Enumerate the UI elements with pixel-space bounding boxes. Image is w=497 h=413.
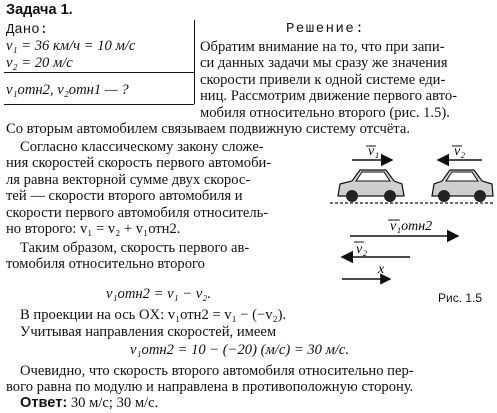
intro-line: скорости привели к одной системе еди- — [200, 71, 446, 88]
car-2 — [432, 170, 493, 202]
given-block — [6, 22, 196, 99]
given-find: v₁отн2, v₂отн1 — ? — [6, 82, 129, 99]
thus-line: томобиля относительно второго — [6, 256, 205, 273]
law-line: Согласно классическому закону сложе- — [20, 139, 264, 155]
projection-line: В проекции на ось OX: v₁отн2 = v₁ − (−v₂). — [20, 307, 287, 323]
x-axis-label: x — [378, 262, 385, 277]
v2-label: v₂ — [454, 144, 466, 159]
figure-caption: Рис. 1.5 — [438, 291, 483, 305]
thus-paragraph — [6, 240, 250, 273]
intro-line: си данных задачи мы сразу же значения — [200, 55, 448, 72]
task-title: Задача 1. — [6, 2, 73, 18]
intro-line: ниц. Рассмотрим движение первого авто- — [200, 88, 457, 105]
answer-value: 30 м/с; 30 м/с. — [67, 395, 159, 411]
formula-numeric: v₁отн2 = 10 − (−20) (м/с) = 30 м/с. — [130, 342, 350, 358]
answer-label: Ответ: — [20, 395, 68, 411]
formula-vector: v₁отн2 = v₁ − v₂. — [106, 286, 211, 302]
law-paragraph — [6, 139, 271, 237]
law-line: ля равна векторной сумме двух скорос- — [6, 171, 251, 188]
law-line: скорости первого автомобиля относитель- — [6, 204, 269, 221]
figure-1-5 — [330, 140, 495, 290]
given-border — [194, 20, 195, 104]
law-line: но второго: v₁ = v₂ + v₁отн2. — [6, 220, 181, 237]
given-bottom-line — [4, 104, 194, 105]
intro-line: мобиля относительно второго (рис. 1.5). — [200, 104, 450, 121]
v2b-label: v₂ — [356, 242, 368, 257]
conclusion — [6, 363, 414, 396]
conclusion-line: Очевидно, что скорость второго автомобиля относительно пер- — [20, 363, 414, 379]
given-v2: v₂ = 20 м/с — [6, 54, 73, 71]
solution-heading: Решение: — [286, 21, 366, 37]
law-line: ния скоростей скорость первого автомоби- — [6, 155, 272, 172]
thus-line: Таким образом, скорость первого ав- — [20, 240, 250, 256]
given-heading: Дано: — [6, 22, 49, 38]
v1-label: v₁ — [368, 144, 380, 159]
conclusion-line: вого равна по модулю и направлена в противоположную сторону. — [6, 379, 414, 396]
law-line: тей — скорости второго автомобиля и — [6, 188, 243, 205]
answer — [20, 395, 158, 411]
solution-intro — [200, 39, 457, 121]
directions-line: Учитывая направления скоростей, имеем — [20, 324, 277, 340]
given-v1: v₁ = 36 км/ч = 10 м/с — [6, 38, 136, 55]
given-divider — [4, 72, 194, 73]
car-1 — [338, 170, 404, 202]
v1rel-label: v₁отн2 — [390, 219, 433, 234]
ref-frame-line: Со вторым автомобилем связываем подвижную систему отсчёта. — [6, 121, 410, 137]
intro-line: Обратим внимание на то, что при запи- — [200, 39, 445, 55]
